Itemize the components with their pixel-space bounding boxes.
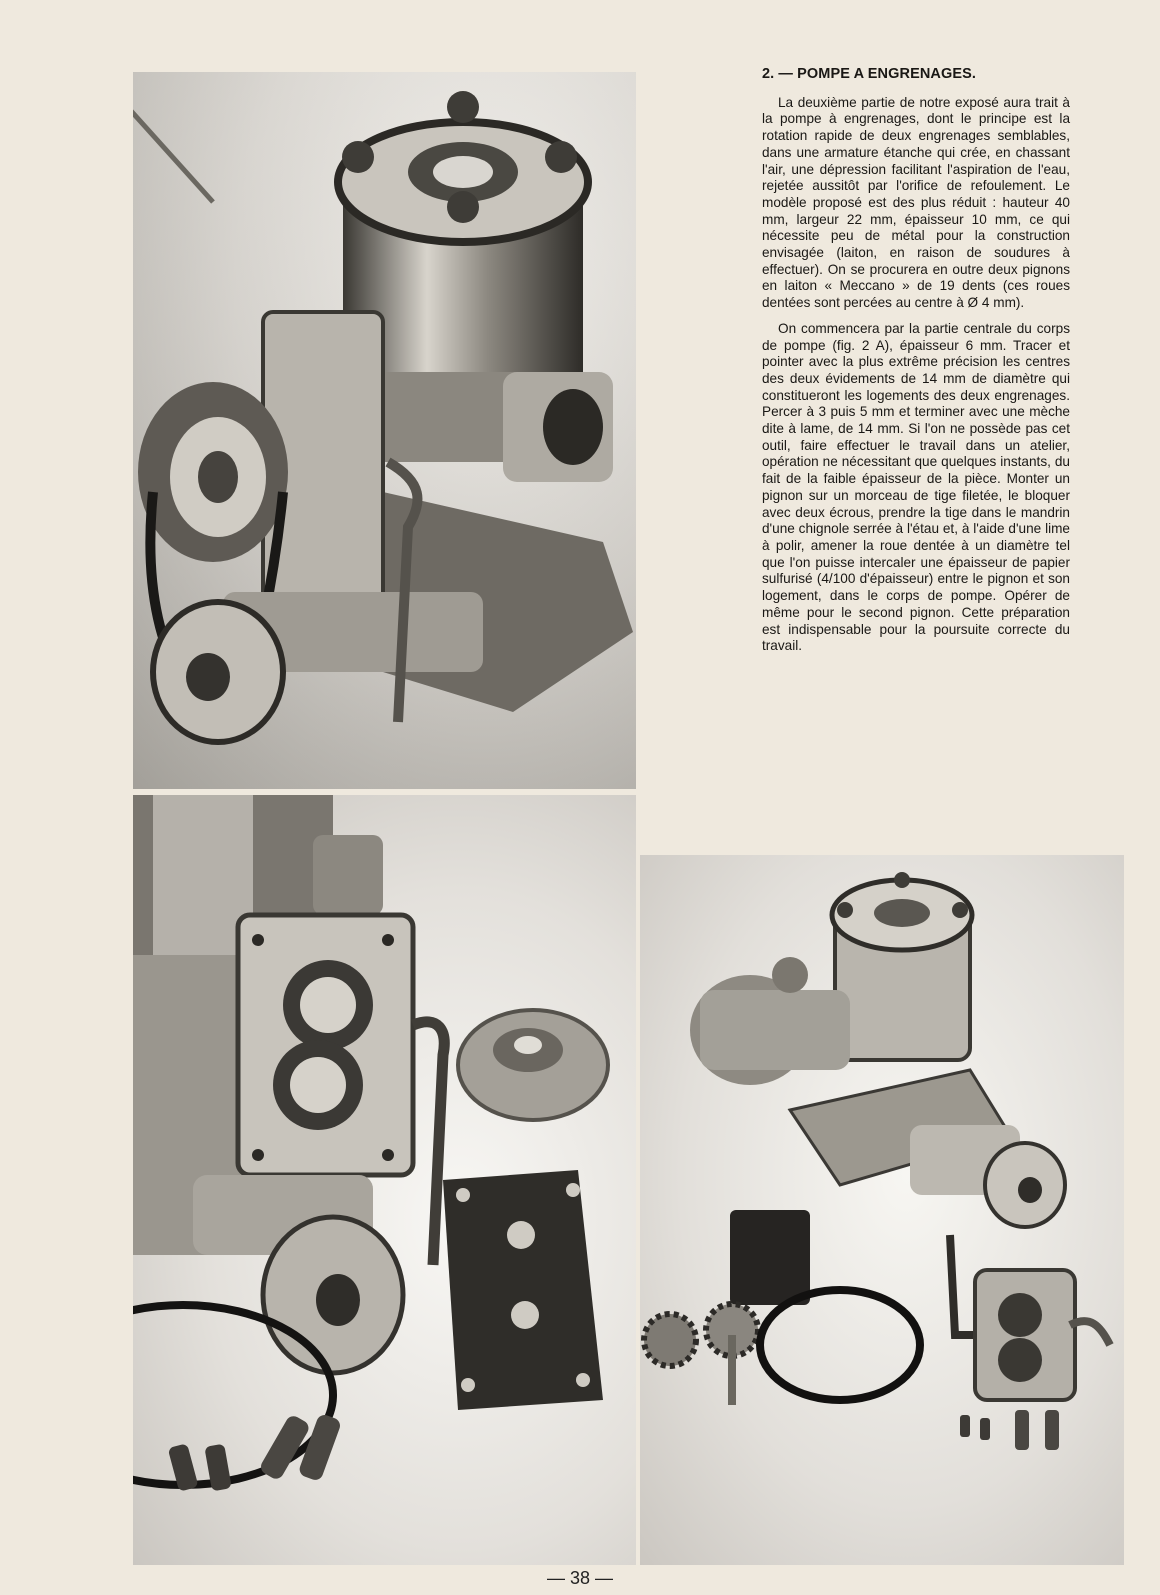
pump-parts-illustration: [640, 855, 1124, 1565]
paragraph-intro: La deuxième partie de notre exposé aura trait à la pompe à engrenages, dont le principe est la rotation rapide de deux engrenages semblables, dans une armature étanche qui crée, en chassant l'air, une dépression facilitant l'aspiration de l'eau, rejetée aussitôt par l'orifice de refoulement. Le modèle proposé est des plus réduit : hauteur 40 mm, largeur 22 mm, épaisseur 10 mm, ce qui nécessite peu de métal pour la construction envisagée (laiton, en raison de soudures à effectuer). On se procurera en outre deux pignons en laiton « Meccano » de 19 dents (ces roues dentées sont percées au centre à Ø 4 mm).: [762, 94, 1070, 311]
assembled-pump-illustration: [133, 72, 636, 789]
page-number: — 38 —: [546, 1568, 614, 1588]
photo-pump-and-parts: [640, 855, 1124, 1565]
article-column: [762, 66, 1070, 664]
photo-assembled-pump: [133, 72, 636, 789]
photo-open-gear-housing: [133, 795, 636, 1565]
paragraph-construction: On commencera par la partie centrale du corps de pompe (fig. 2 A), épaisseur 6 mm. Tracer et pointer avec la plus extrême précision les centres des deux évidements de 14 mm de diamètre qui constitueront les logements des deux engrenages. Percer à 3 puis 5 mm et terminer avec une mèche dite à lame, de 14 mm. Si l'on ne possède pas cet outil, faire effectuer le travail dans un atelier, opération ne nécessitant que quelques instants, du fait de la faible épaisseur de la pièce. Monter un pignon sur un morceau de tige filetée, le bloquer avec deux écrous, prendre la tige dans le mandrin d'une chignole serrée à l'étau et, à l'aide d'une lime à polir, amener la roue dentée à un diamètre tel que l'on puisse intercaler une épaisseur de papier sulfurisé (4/100 d'épaisseur) entre le pignon et son logement, dans le corps de pompe. Opérer de même pour le second pignon. Cette préparation est indispensable pour la poursuite correcte du travail.: [762, 320, 1070, 654]
open-housing-illustration: [133, 795, 636, 1565]
section-title: 2. — POMPE A ENGRENAGES.: [762, 66, 977, 82]
